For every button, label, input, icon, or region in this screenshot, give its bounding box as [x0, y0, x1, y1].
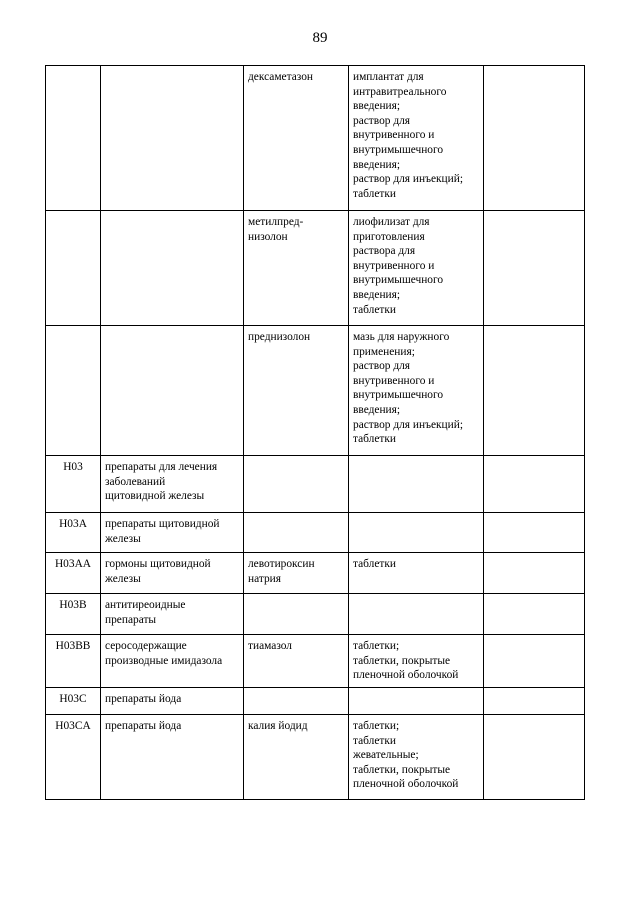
table-row [46, 715, 585, 800]
table-row [46, 635, 585, 688]
dosage-form-cell-line: раствор для инъекций; [353, 173, 464, 186]
drug-name-cell [244, 553, 349, 594]
drug-name-cell-line: калия йодид [248, 720, 308, 732]
drug-name-cell [244, 513, 349, 553]
dosage-form-cell-line: раствор для [353, 360, 411, 373]
empty-cell [484, 513, 585, 553]
group-name-cell-line: железы [105, 572, 141, 585]
table-row [46, 513, 585, 553]
page-number: 89 [312, 30, 328, 46]
drug-name-cell-line: низолон [248, 230, 288, 243]
drug-name-cell-line: левотироксин [248, 558, 315, 570]
group-name-cell-line: антитиреоидные [105, 599, 186, 611]
atc-code-cell: H03B [46, 594, 101, 635]
dosage-form-cell [349, 66, 484, 211]
group-name-cell-line: гормоны щитовидной [105, 558, 211, 570]
group-name-cell [101, 594, 244, 635]
dosage-form-cell-line: введения; [353, 403, 401, 416]
drug-name-cell [244, 688, 349, 715]
empty-cell [484, 456, 585, 513]
drug-name-cell-line: тиамазол [248, 640, 292, 652]
atc-code-cell: H03C [46, 688, 101, 715]
drug-name-cell-line: натрия [248, 572, 282, 585]
empty-cell [484, 553, 585, 594]
empty-cell [484, 326, 585, 456]
drug-name-cell [244, 594, 349, 635]
dosage-form-cell-line: имплантат для [353, 71, 424, 83]
dosage-form-cell [349, 456, 484, 513]
dosage-form-cell-line: пленочной оболочкой [353, 669, 459, 682]
dosage-form-cell [349, 594, 484, 635]
group-name-cell [101, 326, 244, 456]
dosage-form-cell [349, 715, 484, 800]
dosage-form-cell-line: внутримышечного [353, 389, 444, 402]
dosage-form-cell-line: введения; [353, 288, 401, 301]
dosage-form-cell-line: раствора для [353, 245, 416, 258]
group-name-cell-line: препараты [105, 613, 157, 626]
dosage-form-cell [349, 635, 484, 688]
dosage-form-cell-line: внутривенного и [353, 259, 435, 272]
empty-cell [484, 66, 585, 211]
group-name-cell-line: серосодержащие [105, 640, 187, 652]
group-name-cell [101, 715, 244, 800]
atc-code-cell [46, 211, 101, 326]
atc-code-cell [46, 66, 101, 211]
group-name-cell [101, 456, 244, 513]
group-name-cell-line: заболеваний [105, 475, 166, 488]
dosage-form-cell-line: введения; [353, 100, 401, 113]
dosage-form-cell-line: таблетки, покрытые [353, 763, 451, 776]
dosage-form-cell [349, 211, 484, 326]
dosage-form-cell-line: мазь для наружного [353, 331, 450, 343]
group-name-cell-line: препараты для лечения [105, 461, 218, 473]
table-row [46, 456, 585, 513]
dosage-form-cell-line: таблетки; [353, 640, 400, 652]
dosage-form-cell-line: внутривенного и [353, 129, 435, 142]
dosage-form-cell-line: таблетки [353, 187, 397, 200]
group-name-cell [101, 635, 244, 688]
drug-name-cell [244, 715, 349, 800]
dosage-form-cell-line: раствор для инъекций; [353, 418, 464, 431]
table-row [46, 66, 585, 211]
dosage-form-cell-line: внутримышечного [353, 274, 444, 287]
dosage-form-cell-line: таблетки [353, 558, 397, 570]
dosage-form-cell-line: лиофилизат для [353, 216, 430, 228]
drug-name-cell [244, 635, 349, 688]
drug-name-cell-line: дексаметазон [248, 71, 314, 83]
drug-name-cell-line: преднизолон [248, 331, 311, 343]
dosage-form-cell-line: введения; [353, 158, 401, 171]
table-row [46, 688, 585, 715]
group-name-cell-line: препараты йода [105, 693, 182, 705]
dosage-form-cell-line: внутривенного и [353, 374, 435, 387]
empty-cell [484, 594, 585, 635]
group-name-cell-line: препараты йода [105, 720, 182, 732]
atc-code-cell: H03AA [46, 553, 101, 594]
dosage-form-cell-line: таблетки [353, 303, 397, 316]
group-name-cell-line: щитовидной железы [105, 490, 205, 503]
empty-cell [484, 635, 585, 688]
table-row [46, 594, 585, 635]
group-name-cell-line: препараты щитовидной [105, 518, 220, 530]
dosage-form-cell-line: раствор для [353, 114, 411, 127]
drug-table [45, 65, 585, 800]
drug-name-cell [244, 211, 349, 326]
atc-code-cell [46, 326, 101, 456]
drug-name-cell [244, 66, 349, 211]
drug-name-cell-line: метилпред- [248, 216, 304, 228]
group-name-cell [101, 688, 244, 715]
dosage-form-cell [349, 326, 484, 456]
empty-cell [484, 211, 585, 326]
dosage-form-cell-line: интравитреального [353, 85, 447, 98]
dosage-form-cell-line: таблетки [353, 433, 397, 446]
dosage-form-cell-line: жевательные; [353, 749, 419, 762]
dosage-form-cell [349, 553, 484, 594]
atc-code-cell: H03BB [46, 635, 101, 688]
dosage-form-cell-line: таблетки, покрытые [353, 654, 451, 667]
dosage-form-cell-line: приготовления [353, 230, 425, 243]
table-row [46, 326, 585, 456]
atc-code-cell: H03A [46, 513, 101, 553]
empty-cell [484, 715, 585, 800]
group-name-cell [101, 553, 244, 594]
atc-code-cell: H03CA [46, 715, 101, 800]
dosage-form-cell-line: пленочной оболочкой [353, 778, 459, 791]
group-name-cell [101, 66, 244, 211]
table-row [46, 211, 585, 326]
group-name-cell-line: производные имидазола [105, 654, 223, 667]
dosage-form-cell [349, 513, 484, 553]
drug-name-cell [244, 326, 349, 456]
table-row [46, 553, 585, 594]
empty-cell [484, 688, 585, 715]
dosage-form-cell [349, 688, 484, 715]
dosage-form-cell-line: внутримышечного [353, 143, 444, 156]
group-name-cell [101, 211, 244, 326]
dosage-form-cell-line: применения; [353, 345, 415, 358]
atc-code-cell: H03 [46, 456, 101, 513]
dosage-form-cell-line: таблетки; [353, 720, 400, 732]
dosage-form-cell-line: таблетки [353, 734, 397, 747]
drug-name-cell [244, 456, 349, 513]
group-name-cell-line: железы [105, 532, 141, 545]
group-name-cell [101, 513, 244, 553]
